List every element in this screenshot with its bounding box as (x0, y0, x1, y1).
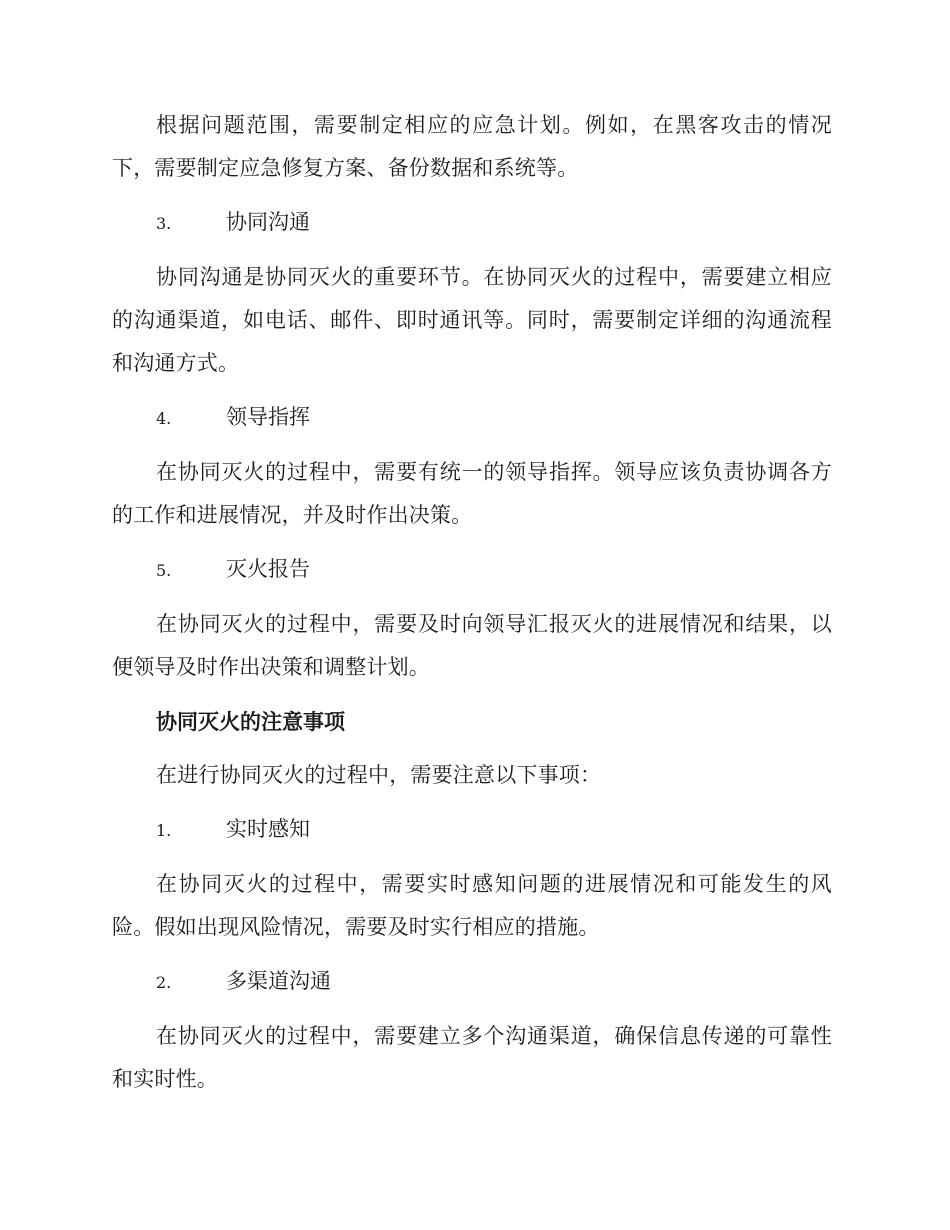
section-heading: 协同灭火的注意事项 (156, 709, 345, 734)
paragraph-communication: 协同沟通是协同灭火的重要环节。在协同灭火的过程中，需要建立相应的沟通渠道，如电话、邮件、即时通讯等。同时，需要制定详细的沟通流程和沟通方式。 (112, 265, 832, 375)
list-item-firefighting-report (112, 548, 832, 592)
list-item-collaborative-communication (112, 201, 832, 245)
list-number: 5. (156, 561, 172, 580)
paragraph-leadership: 在协同灭火的过程中，需要有统一的领导指挥。领导应该负责协调各方的工作和进展情况，并及时作出决策。 (112, 460, 832, 527)
list-item-leadership-command (112, 396, 832, 440)
list-number: 4. (156, 409, 172, 428)
list-label: 灭火报告 (226, 557, 310, 581)
list-label: 协同沟通 (226, 210, 310, 234)
paragraph-realtime-awareness: 在协同灭火的过程中，需要实时感知问题的进展情况和可能发生的风险。假如出现风险情况，需要及时实行相应的措施。 (112, 872, 832, 939)
list-number: 1. (156, 821, 172, 840)
paragraph-notes-intro: 在进行协同灭火的过程中，需要注意以下事项： (156, 763, 602, 787)
paragraph-emergency-plan: 根据问题范围，需要制定相应的应急计划。例如，在黑客攻击的情况下，需要制定应急修复方案、备份数据和系统等。 (112, 113, 832, 180)
list-number: 3. (156, 214, 172, 233)
list-item-multichannel-communication (112, 960, 832, 1004)
list-label: 多渠道沟通 (226, 969, 331, 993)
document-body (112, 104, 832, 1101)
paragraph-multichannel: 在协同灭火的过程中，需要建立多个沟通渠道，确保信息传递的可靠性和实时性。 (112, 1024, 832, 1091)
list-number: 2. (156, 973, 172, 992)
list-label: 领导指挥 (226, 405, 310, 429)
list-label: 实时感知 (226, 817, 310, 841)
paragraph-report: 在协同灭火的过程中，需要及时向领导汇报灭火的进展情况和结果，以便领导及时作出决策和调整计划。 (112, 612, 832, 679)
list-item-realtime-awareness (112, 808, 832, 852)
